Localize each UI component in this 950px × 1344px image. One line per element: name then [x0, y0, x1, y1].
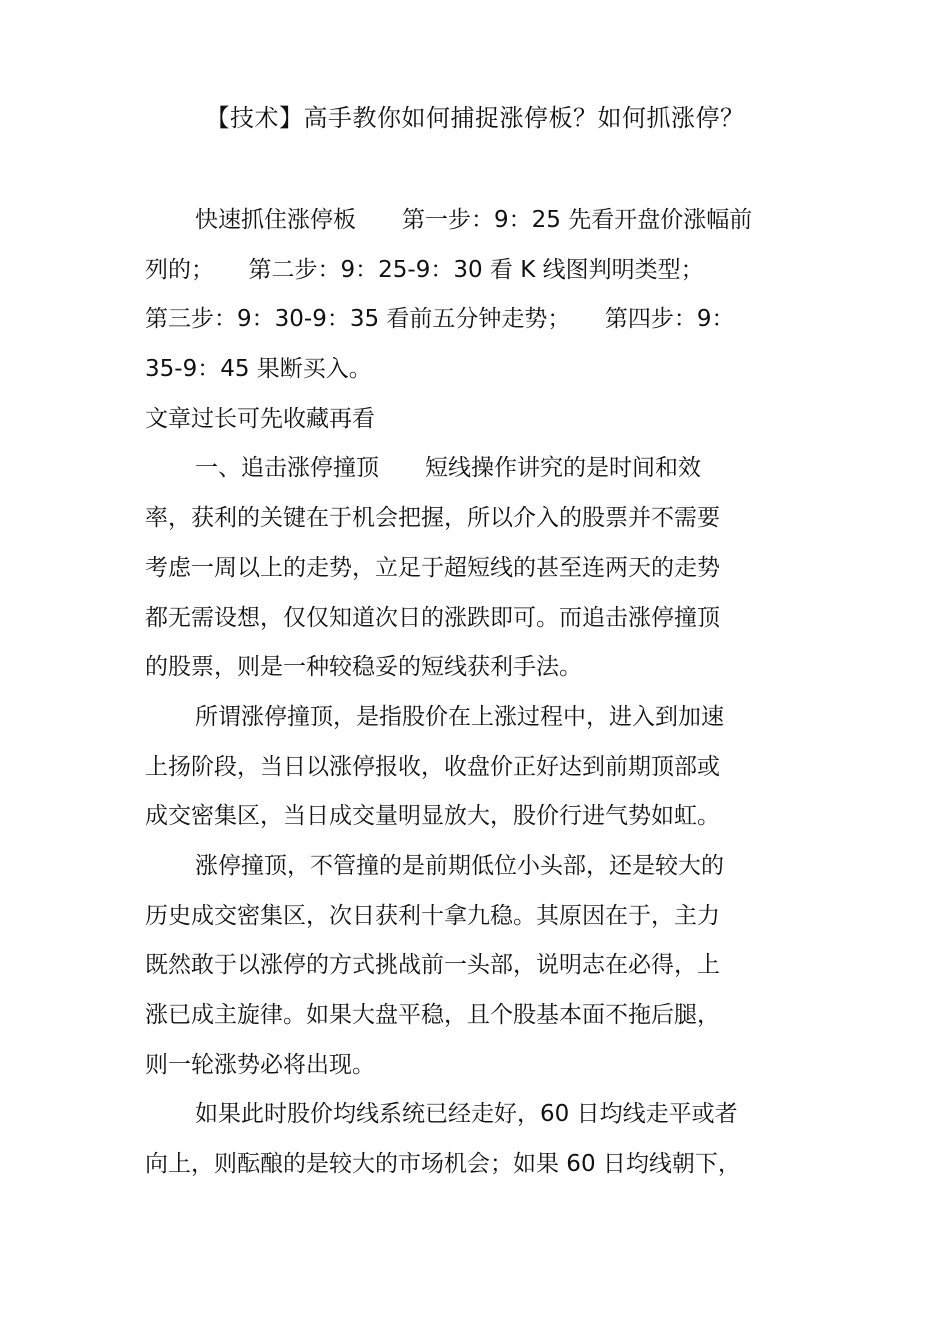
body-line: 历史成交密集区，次日获利十拿九稳。其原因在于，主力	[145, 902, 720, 929]
body-line: 快速抓住涨停板 第一步：9：25 先看开盘价涨幅前	[195, 207, 753, 233]
body-line: 的股票，则是一种较稳妥的短线获利手法。	[145, 654, 582, 681]
body-line: 成交密集区，当日成交量明显放大，股价行进气势如虹。	[145, 803, 720, 830]
body-line: 35-9：45 果断买入。	[145, 356, 372, 383]
body-line: 则一轮涨势必将出现。	[145, 1051, 375, 1078]
body-line: 都无需设想，仅仅知道次日的涨跌即可。而追击涨停撞顶	[145, 604, 720, 631]
body-line: 既然敢于以涨停的方式挑战前一头部，说明志在必得，上	[145, 952, 720, 979]
body-line: 向上，则酝酿的是较大的市场机会；如果 60 日均线朝下，	[145, 1151, 741, 1178]
body-line: 上扬阶段，当日以涨停报收，收盘价正好达到前期顶部或	[145, 753, 720, 780]
body-line: 涨停撞顶，不管撞的是前期低位小头部，还是较大的	[195, 852, 724, 879]
body-line: 涨已成主旋律。如果大盘平稳，且个股基本面不拖后腿，	[145, 1002, 720, 1028]
body-line: 率，获利的关键在于机会把握，所以介入的股票并不需要	[145, 505, 720, 532]
body-line: 列的； 第二步：9：25-9：30 看 K 线图判明类型；	[145, 256, 704, 283]
document-title: 【技术】高手教你如何捕捉涨停板？如何抓涨停？	[205, 104, 745, 132]
body-line: 一、追击涨停撞顶 短线操作讲究的是时间和效	[195, 455, 701, 482]
body-line: 所谓涨停撞顶，是指股价在上涨过程中，进入到加速	[195, 703, 724, 730]
body-line: 如果此时股价均线系统已经走好，60 日均线走平或者	[195, 1101, 738, 1128]
body-line: 考虑一周以上的走势，立足于超短线的甚至连两天的走势	[145, 554, 720, 581]
body-line: 第三步：9：30-9：35 看前五分钟走势； 第四步：9：	[145, 306, 735, 333]
document-body	[145, 196, 805, 1190]
body-line: 文章过长可先收藏再看	[145, 405, 375, 432]
